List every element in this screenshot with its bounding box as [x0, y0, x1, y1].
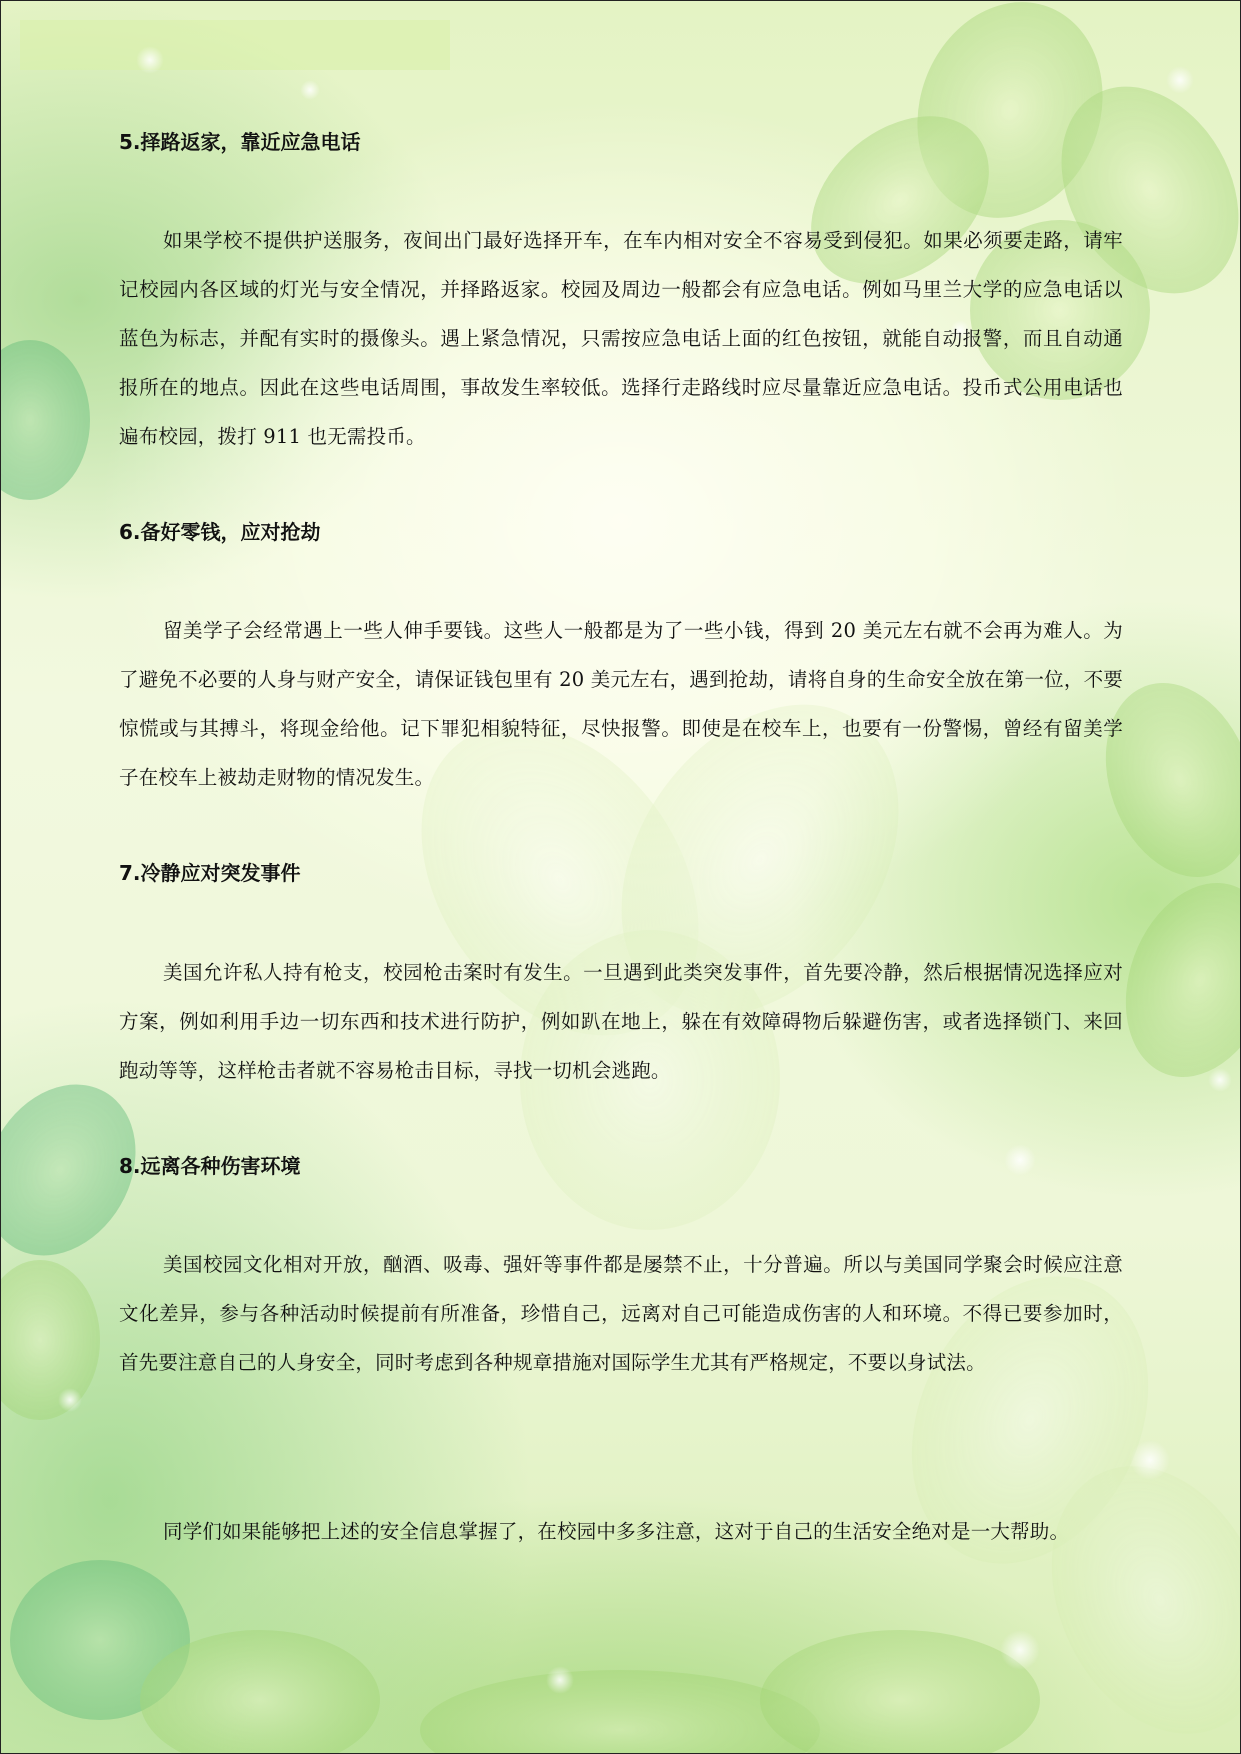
section-heading-8: 8.远离各种伤害环境 [119, 1154, 301, 1178]
closing-paragraph: 同学们如果能够把上述的安全信息掌握了，在校园中多多注意，这对于自己的生活安全绝对是一大帮助。 [163, 1520, 1070, 1543]
section-paragraph-6: 留美学子会经常遇上一些人伸手要钱。这些人一般都是为了一些小钱，得到 20 美元左右就不会再为难人。为了避免不必要的人身与财产安全，请保证钱包里有 20 美元左右，遇到抢劫，请将自身的生命安全放在第一位，不要惊慌或与其搏斗，将现金给他。记下罪犯相貌特征，尽快报警。即使是在校车上，也要有一份警惕，曾经有留美学子在校车上被劫走财物的情况发生。 [119, 619, 1123, 789]
section-heading-5: 5.择路返家，靠近应急电话 [119, 130, 361, 154]
section-paragraph-5: 如果学校不提供护送服务，夜间出门最好选择开车，在车内相对安全不容易受到侵犯。如果必须要走路，请牢记校园内各区域的灯光与安全情况，并择路返家。校园及周边一般都会有应急电话。例如马里兰大学的应急电话以蓝色为标志，并配有实时的摄像头。遇上紧急情况，只需按应急电话上面的红色按钮，就能自动报警，而且自动通报所在的地点。因此在这些电话周围，事故发生率较低。选择行走路线时应尽量靠近应急电话。投币式公用电话也遍布校园，拨打 911 也无需投币。 [119, 229, 1123, 448]
section-paragraph-8: 美国校园文化相对开放，酗酒、吸毒、强奸等事件都是屡禁不止，十分普遍。所以与美国同学聚会时候应注意文化差异，参与各种活动时候提前有所准备，珍惜自己，远离对自己可能造成伤害的人和环境。不得已要参加时，首先要注意自己的人身安全，同时考虑到各种规章措施对国际学生尤其有严格规定，不要以身试法。 [119, 1253, 1123, 1374]
section-heading-6: 6.备好零钱，应对抢劫 [119, 520, 321, 544]
section-paragraph-7: 美国允许私人持有枪支，校园枪击案时有发生。一旦遇到此类突发事件，首先要冷静，然后根据情况选择应对方案，例如利用手边一切东西和技术进行防护，例如趴在地上，躲在有效障碍物后躲避伤害，或者选择锁门、来回跑动等等，这样枪击者就不容易枪击目标，寻找一切机会逃跑。 [119, 961, 1123, 1082]
section-heading-7: 7.冷静应对突发事件 [119, 861, 301, 885]
